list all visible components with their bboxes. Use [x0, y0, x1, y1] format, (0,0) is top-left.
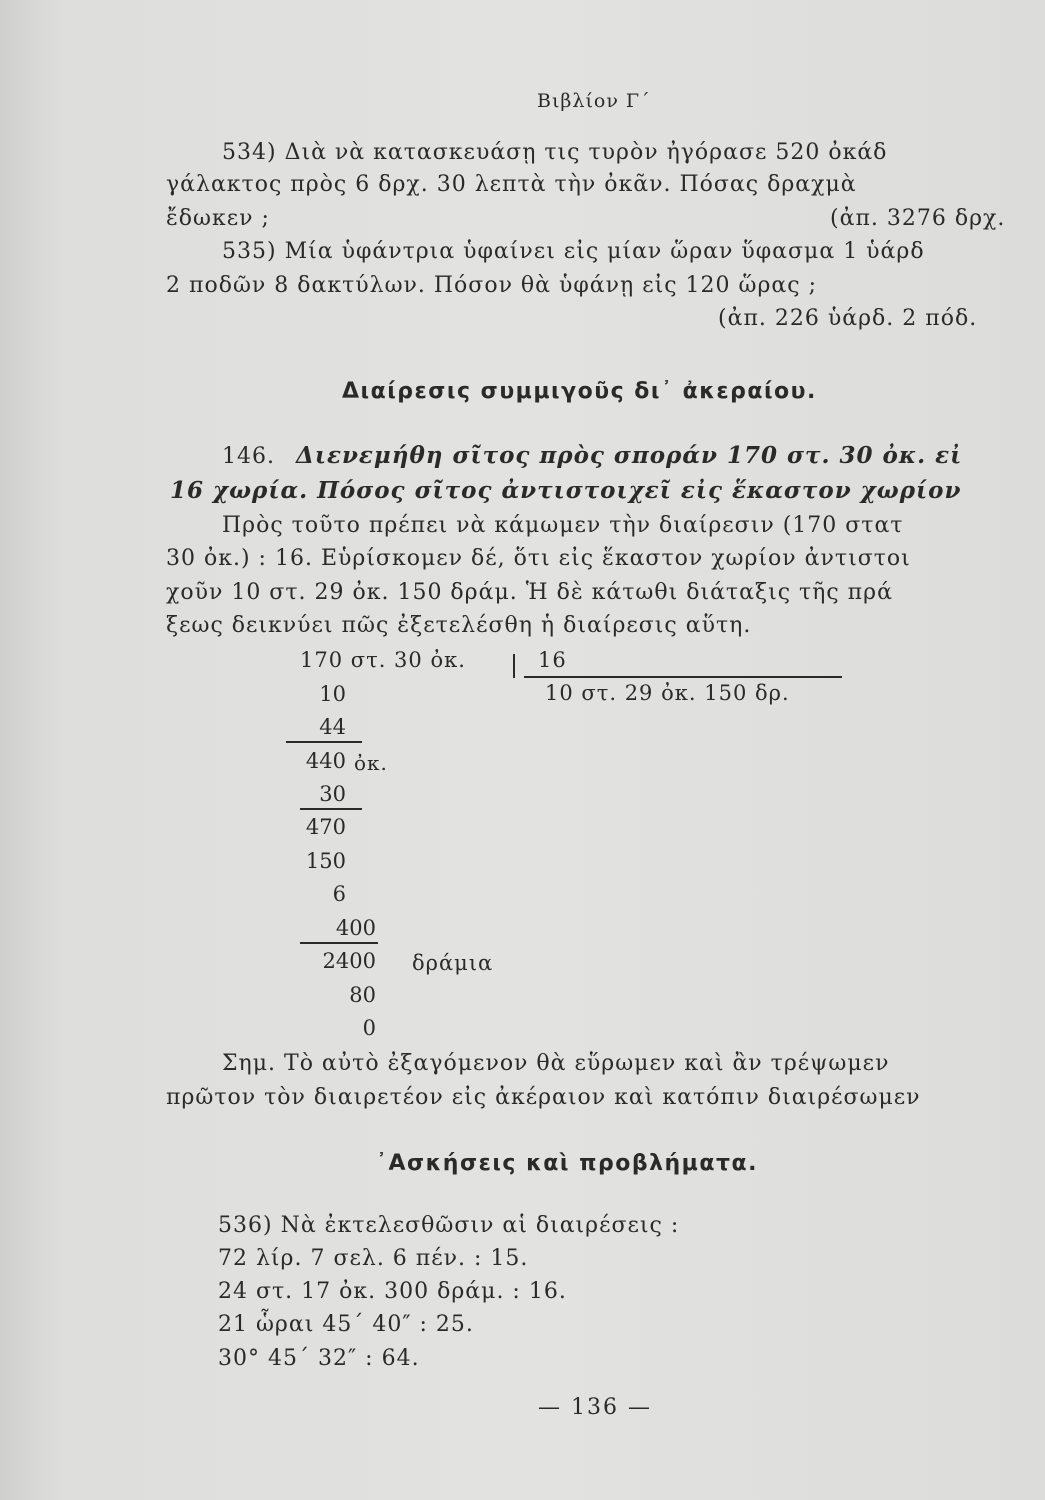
division-rule-3	[300, 942, 378, 944]
division-step-6: 6	[332, 882, 346, 906]
division-step-470: 470	[305, 815, 346, 839]
division-divisor: 16	[538, 648, 567, 672]
example-body-line-2: 30 ὀκ.) : 16. Εὑρίσκομεν δέ, ὅτι εἰς ἕκαστον χωρίον ἀντιστοι	[166, 546, 911, 571]
section-heading-division: Διαίρεσις συμμιγοῦς δι᾽ ἀκεραίου.	[342, 379, 817, 404]
division-rule-2	[300, 808, 362, 810]
problem-534-line-3: ἔδωκεν ;	[166, 206, 270, 231]
problem-535-answer: (ἀπ. 226 ὑάρδ. 2 πόδ.	[718, 306, 978, 331]
division-bracket-horizontal	[524, 676, 842, 678]
division-step-30: 30	[319, 782, 346, 806]
division-step-2400: 2400	[322, 949, 376, 973]
exercise-536-c: 21 ὧραι 45΄ 40″ : 25.	[218, 1312, 474, 1337]
exercise-536-d: 30° 45΄ 32″ : 64.	[218, 1346, 420, 1371]
division-rule-1	[286, 741, 362, 743]
division-unit-dramia: δράμια	[412, 951, 494, 975]
section-heading-exercises: ᾽Ασκήσεις καὶ προβλήματα.	[376, 1151, 758, 1176]
division-step-80: 80	[349, 983, 376, 1007]
division-step-440: 440	[305, 749, 346, 773]
note-line-1: Σημ. Τὸ αὐτὸ ἐξαγόμενον θὰ εὕρωμεν καὶ ἂν τρέψωμεν	[222, 1051, 890, 1076]
division-step-0: 0	[362, 1016, 376, 1040]
exercise-536-b: 24 στ. 17 ὀκ. 300 δράμ. : 16.	[218, 1279, 567, 1304]
division-unit-okades: ὀκ.	[354, 751, 388, 775]
division-step-400: 400	[335, 916, 376, 940]
example-body-line-4: ξεως δεικνύει πῶς ἐξετελέσθη ἡ διαίρεσις αὕτη.	[166, 613, 752, 638]
page-number: — 136 —	[538, 1395, 652, 1420]
exercise-536-a: 72 λίρ. 7 σελ. 6 πέν. : 15.	[218, 1246, 529, 1271]
problem-534-answer: (ἀπ. 3276 δρχ.	[830, 206, 1006, 231]
problem-535-line-1: 535) Μία ὑφάντρια ὑφαίνει εἰς μίαν ὥραν ὕφασμα 1 ὑάρδ	[222, 239, 925, 264]
division-step-44: 44	[319, 715, 346, 739]
exercise-536-intro: 536) Νὰ ἐκτελεσθῶσιν αἱ διαιρέσεις :	[218, 1213, 680, 1238]
problem-534-line-1: 534) Διὰ νὰ κατασκευάσῃ τις τυρὸν ἠγόρασε 520 ὀκάδ	[222, 140, 888, 165]
example-statement-line-2: 16 χωρία. Πόσος σῖτος ἀντιστοιχεῖ εἰς ἕκαστον χωρίον	[170, 477, 962, 504]
example-body-line-3: χοῦν 10 στ. 29 ὀκ. 150 δράμ. Ἡ δὲ κάτωθι διάταξις τῆς πρά	[166, 580, 893, 605]
problem-535-line-2: 2 ποδῶν 8 δακτύλων. Πόσον θὰ ὑφάνῃ εἰς 120 ὥρας ;	[166, 273, 817, 298]
example-body-line-1: Πρὸς τοῦτο πρέπει νὰ κάμωμεν τὴν διαίρεσιν (170 στατ	[222, 513, 904, 538]
example-statement-line-1: Διενεμήθη σῖτος πρὸς σποράν 170 στ. 30 ὀκ. εἰ	[296, 442, 963, 469]
division-step-10: 10	[319, 682, 346, 706]
division-step-150: 150	[305, 849, 346, 873]
division-dividend: 170 στ. 30 ὀκ.	[300, 648, 466, 672]
note-line-2: πρῶτον τὸν διαιρετέον εἰς ἀκέραιον καὶ κατόπιν διαιρέσωμεν	[166, 1085, 921, 1110]
division-bracket-vertical	[513, 654, 515, 678]
example-number: 146.	[222, 444, 275, 469]
problem-534-line-2: γάλακτος πρὸς 6 δρχ. 30 λεπτὰ τὴν ὀκᾶν. Πόσας δραχμὰ	[166, 172, 857, 197]
division-quotient: 10 στ. 29 ὀκ. 150 δρ.	[545, 681, 790, 705]
running-header: Βιβλίον Γ΄	[537, 90, 651, 112]
